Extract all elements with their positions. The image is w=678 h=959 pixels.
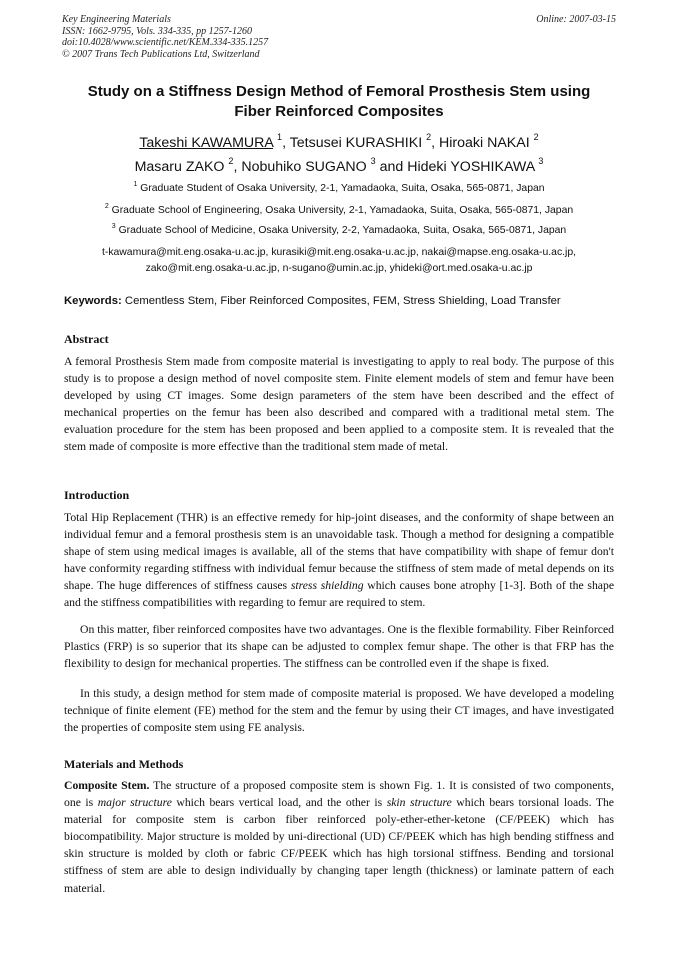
affiliation-text: Graduate School of Medicine, Osaka University, 2-2, Yamadaoka, Suita, Osaka, 565-0871, Japan [118,225,567,236]
paragraph-text: The structure of a proposed composite stem is shown Fig. 1. It is consisted of two components, one is [64,779,614,810]
author-name: and Hideki YOSHIKAWA [375,159,535,175]
affiliation-text: Graduate Student of Osaka University, 2-1, Yamadaoka, Suita, Osaka, 565-0871, Japan [140,183,545,194]
keywords [64,294,624,308]
author-name: Takeshi KAWAMURA [139,135,274,151]
author-line-2 [30,155,648,179]
affiliation-3 [20,224,658,238]
paragraph-text: which bears vertical load, and the other is [171,796,387,810]
author-affiliation-marker: 3 [370,156,376,166]
introduction-paragraph-1 [64,509,614,612]
affiliation-marker: 2 [104,203,109,210]
affiliation-marker: 1 [133,181,138,188]
abstract-heading: Abstract [64,332,109,346]
title-line-2: Fiber Reinforced Composites [234,102,444,120]
copyright-line: © 2007 Trans Tech Publications Ltd, Switzerland [62,48,260,60]
keywords-label: Keywords: [64,295,122,307]
methods-paragraph [64,777,614,897]
online-date: Online: 2007-03-15 [536,14,616,25]
author-list [30,131,648,179]
abstract-text: A femoral Prosthesis Stem made from composite material is investigating to apply to real body. The purpose of this study is to propose a design method of novel composite stem. Finite element models of stem and femur have been developed by using CT images. Some design parameters of the stem have been described and the effect of mechanical properties on the femur has been also described and compared with a traditional metal stem. The evaluation procedure for the stem has been proposed and been applied to a composite stem. It is revealed that the stem made of composite is more effective than the traditional stem made of metal. [64,355,614,454]
emphasis-text: stress shielding [290,579,364,593]
affiliation-1 [20,182,658,196]
doi-line: doi:10.4028/www.scientific.net/KEM.334-335.1257 [62,37,269,48]
emphasis-text: major structure [97,796,172,810]
author-emails [20,245,658,276]
author-affiliation-marker: 2 [228,156,234,166]
paragraph-text: which causes bone atrophy [1-3]. Both of the shape and the stiffness compatibilities with regarding to femur are required to stem. [64,579,615,610]
affiliation-2 [20,204,658,218]
introduction-heading: Introduction [64,488,130,502]
methods-heading: Materials and Methods [64,757,184,771]
author-line-1 [30,131,648,155]
keywords-list: Cementless Stem, Fiber Reinforced Composites, FEM, Stress Shielding, Load Transfer [121,295,561,307]
paper-title [40,82,638,121]
author-name: , Tetsusei KURASHIKI [282,135,423,151]
introduction-paragraph-3: In this study, a design method for stem made of composite material is proposed. We have developed a modeling technique of finite element (FE) method for the stem and the femur by using their CT images, and have investigated the properties of composite stem using FE analysis. [64,687,614,735]
affiliation-text: Graduate School of Engineering, Osaka University, 2-1, Yamadaoka, Suita, Osaka, 565-0871, Japan [111,205,574,216]
subsection-heading: Composite Stem. [64,779,150,792]
issn-line: ISSN: 1662-9795, Vols. 334-335, pp 1257-1260 [62,25,252,37]
paragraph-text: which bears torsional loads. The material for composite stem is carbon fiber reinforced poly-ether-ether-ketone (CF/PEEK) which has biocompatibility. Major structure is molded by uni-directional (UD) CF/PEEK which has high bending stiffness and skin structure is molded by cloth or fabric CF/PEEK which has high torsional stiffness. Bending and torsional stiffness of stem are able to design individually by changing taper length (thickness) or laminate pattern of each material. [64,796,614,895]
author-affiliation-marker: 2 [426,132,432,142]
author-affiliation-marker: 2 [533,132,539,142]
email-line-2: zako@mit.eng.osaka-u.ac.jp, n-sugano@umin.ac.jp, yhideki@ort.med.osaka-u.ac.jp [145,262,533,274]
author-name: , Nobuhiko SUGANO [233,159,367,175]
author-affiliation-marker: 1 [277,132,283,142]
paragraph-text: Total Hip Replacement (THR) is an effective remedy for hip-joint diseases, and the conformity of shape between an individual femur and a femoral prosthesis stem is an unavoidable task. Though a method for designing a compatible shape of stem using medical images is available, all of the stems that have compatibility with shape of femur don't have conformity regarding stiffness with individual femur because the stiffness of stem made of metal depends on its shape. The huge differences of stiffness causes [64,511,614,593]
author-name: , Hiroaki NAKAI [431,135,530,151]
email-line-1: t-kawamura@mit.eng.osaka-u.ac.jp, kurasiki@mit.eng.osaka-u.ac.jp, nakai@mapse.eng.osaka-u.ac.jp, [101,247,577,258]
emphasis-text: skin structure [386,796,452,810]
journal-header [62,14,482,60]
author-name: Masaru ZAKO [134,159,225,175]
affiliation-marker: 3 [111,223,116,230]
journal-name: Key Engineering Materials [62,14,171,25]
title-line-1: Study on a Stiffness Design Method of Femoral Prosthesis Stem using [87,83,591,100]
author-affiliation-marker: 3 [538,156,544,166]
introduction-paragraph-2: On this matter, fiber reinforced composites have two advantages. One is the flexible formability. Fiber Reinforced Plastics (FRP) is so superior that its shape can be adjusted to complex femur shape. The other is that FRP has the flexibility to design for mechanical properties. The stiffness can be controlled even if the shape is fixed. [64,623,614,671]
